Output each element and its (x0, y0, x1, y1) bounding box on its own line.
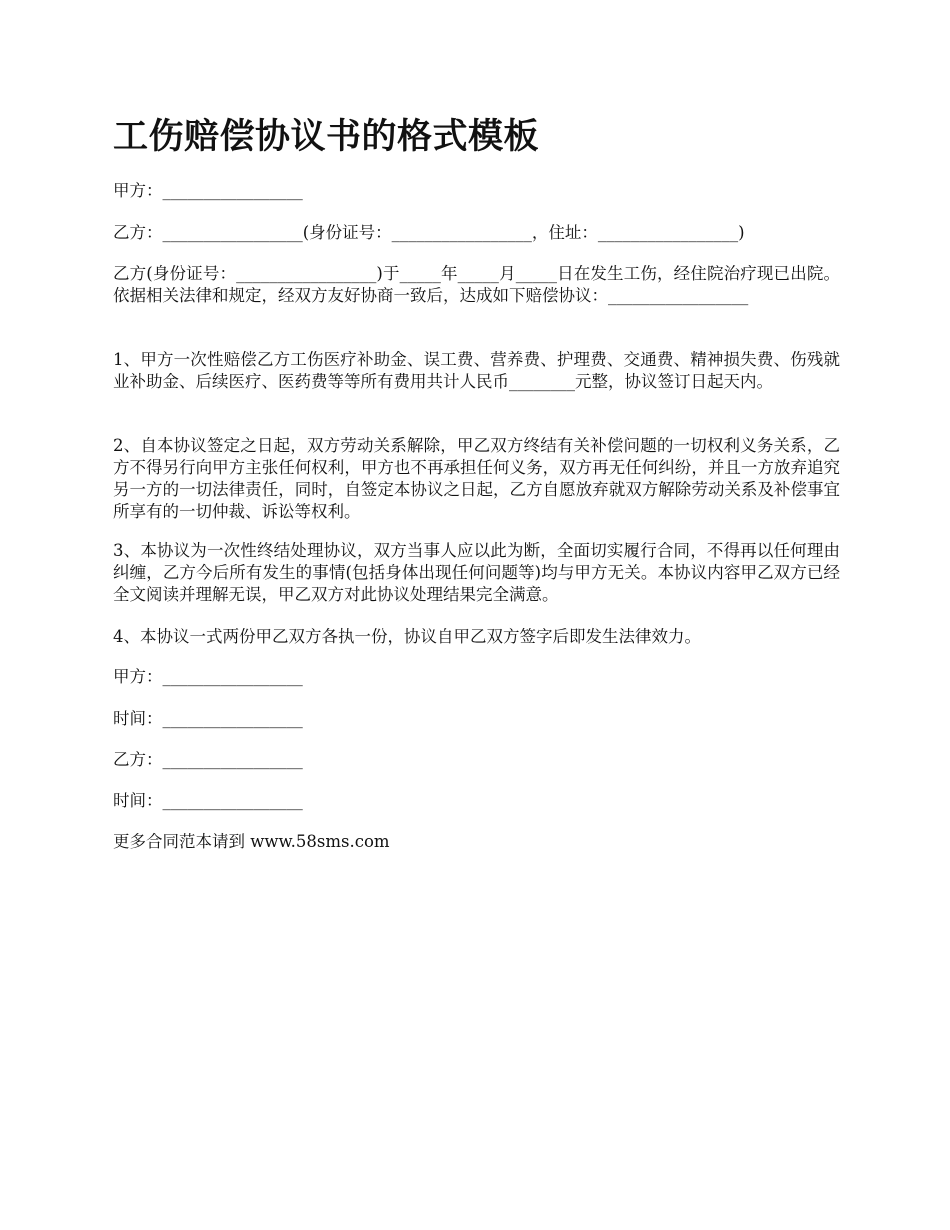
signature-date-b: 时间：_________________ (113, 791, 303, 810)
clause-3: 3、本协议为一次性终结处理协议，双方当事人应以此为断，全面切实履行合同，不得再以任何理由纠缠，乙方今后所有发生的事情(包括身体出现任何问题等)均与甲方无关。本协议内容甲乙双方已经全文阅读并理解无误，甲乙双方对此协议处理结果完全满意。 (113, 541, 840, 604)
clause-2: 2、自本协议签定之日起，双方劳动关系解除，甲乙双方终结有关补偿问题的一切权利义务关系，乙方不得另行向甲方主张任何权利，甲方也不再承担任何义务，双方再无任何纠纷，并且一方放弃追究另一方的一切法律责任，同时，自签定本协议之日起，乙方自愿放弃就双方解除劳动关系及补偿事宜所享有的一切仲裁、诉讼等权利。 (113, 436, 840, 521)
party-b-line: 乙方：_________________(身份证号：_________________，住址：_________________) (113, 223, 745, 242)
signature-date-a: 时间：_________________ (113, 709, 303, 728)
clause-4: 4、本协议一式两份甲乙双方各执一份，协议自甲乙双方签字后即发生法律效力。 (113, 627, 701, 646)
clause-1: 1、甲方一次性赔偿乙方工伤医疗补助金、误工费、营养费、护理费、交通费、精神损失费、伤残就业补助金、后续医疗、医药费等等所有费用共计人民币________元整，协议签订日起天内。 (113, 350, 840, 391)
signature-party-b: 乙方：_________________ (113, 750, 303, 769)
intro-paragraph: 乙方(身份证号：_________________)于_____年_____月_____日在发生工伤，经住院治疗现已出院。依据相关法律和规定，经双方友好协商一致后，达成如下赔偿协议：_________________ (113, 264, 840, 305)
party-a-line: 甲方：_________________ (113, 181, 303, 200)
document-title: 工伤赔偿协议书的格式模板 (113, 116, 540, 157)
footer-link-text: 更多合同范本请到 www.58sms.com (113, 832, 390, 851)
signature-party-a: 甲方：_________________ (113, 667, 303, 686)
